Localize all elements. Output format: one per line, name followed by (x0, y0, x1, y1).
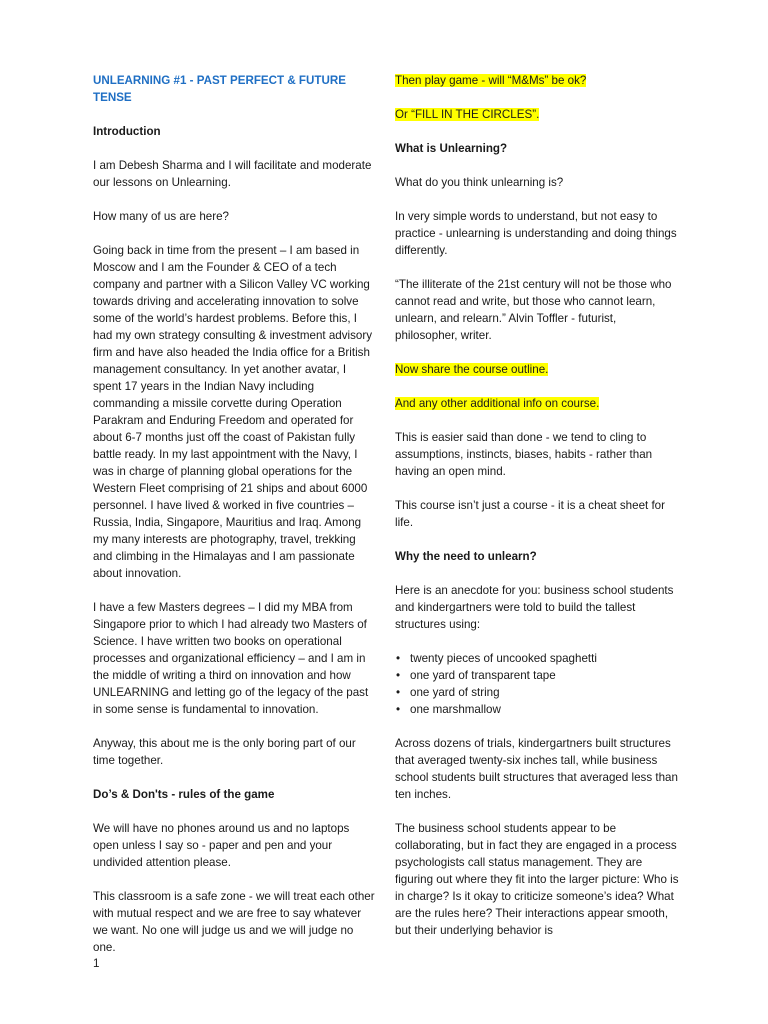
paragraph: This is easier said than done - we tend to cling to assumptions, instincts, biases, habits - rather than having an open mind. (395, 431, 653, 478)
left-column (93, 72, 377, 973)
paragraph: Across dozens of trials, kindergartners built structures that averaged twenty-six inches tall, while business school students built structures that averaged less than ten inches. (395, 737, 678, 801)
highlighted-note (395, 395, 679, 412)
paragraph: What do you think unlearning is? (395, 176, 564, 189)
highlighted-note (395, 72, 679, 89)
paragraph: I have a few Masters degrees – I did my MBA from Singapore prior to which I had already two Masters of Science. I have written two books on operational processes and organizational efficiency – and I am in the middle of writing a third on innovation and how UNLEARNING and letting go of the legacy of the past in some sense is fundamental to innovation. (93, 601, 369, 716)
rules-heading: Do’s & Don'ts - rules of the game (93, 788, 275, 801)
paragraph: We will have no phones around us and no laptops open unless I say so - paper and pen and your undivided attention please. (93, 822, 350, 869)
materials-list (395, 650, 679, 718)
page-number: 1 (93, 957, 100, 970)
paragraph: In very simple words to understand, but not easy to practice - unlearning is understanding and doing things differently. (395, 210, 677, 257)
paragraph: Here is an anecdote for you: business school students and kindergartners were told to build the tallest structures using: (395, 584, 674, 631)
paragraph: This classroom is a safe zone - we will treat each other with mutual respect and we are free to say whatever we want. No one will judge us and we will judge no one. (93, 890, 375, 954)
list-item: • one marshmallow (395, 701, 679, 718)
paragraph: I am Debesh Sharma and I will facilitate and moderate our lessons on Unlearning. (93, 159, 372, 189)
highlighted-note (395, 361, 679, 378)
list-item: • one yard of transparent tape (395, 667, 679, 684)
paragraph: “The illiterate of the 21st century will not be those who cannot read and write, but those who cannot learn, unlearn, and relearn.” Alvin Toffler - futurist, philosopher, writer. (395, 278, 672, 342)
paragraph: Anyway, this about me is the only boring part of our time together. (93, 737, 356, 767)
why-unlearn-heading: Why the need to unlearn? (395, 550, 537, 563)
document-title: UNLEARNING #1 - PAST PERFECT & FUTURE TENSE (93, 74, 346, 104)
list-item: • twenty pieces of uncooked spaghetti (395, 650, 679, 667)
paragraph: This course isn’t just a course - it is a cheat sheet for life. (395, 499, 665, 529)
highlight-text: Or “FILL IN THE CIRCLES”. (395, 108, 540, 121)
list-item: • one yard of string (395, 684, 679, 701)
paragraph: The business school students appear to be collaborating, but in fact they are engaged in a process psychologists call status management. They are figuring out where they fit into the larger picture: Who is in charge? Is it okay to criticize someone’s idea? What are the rules here? Their interactions appear smooth, but their underlying behavior is (395, 822, 679, 937)
paragraph: Going back in time from the present – I am based in Moscow and I am the Founder & CEO of a tech company and partner with a Silicon Valley VC working towards driving and accelerating innovation to solve some of the world’s hardest problems. Before this, I had my own strategy consulting & investment advisory firm and have also headed the India office for a British management consultancy. In yet another avatar, I spent 17 years in the Indian Navy including commanding a missile corvette during Operation Parakram and Enduring Freedom and operated for about 6-7 months just off the coast of Pakistan fully battle ready. In my last appointment with the Navy, I was in charge of planning global operations for the Western Fleet comprising of 21 ships and about 6000 personnel. I have lived & worked in five countries – Russia, India, Singapore, Mauritius and Iraq. Among my many interests are photography, travel, trekking and climbing in the Himalayas and I am passionate about innovation. (93, 244, 373, 580)
what-is-unlearning-heading: What is Unlearning? (395, 142, 508, 155)
highlight-text: Then play game - will “M&Ms” be ok? (395, 74, 587, 87)
highlighted-note (395, 106, 679, 123)
introduction-heading: Introduction (93, 125, 161, 138)
highlight-text: Now share the course outline. (395, 363, 549, 376)
right-column (395, 72, 679, 956)
highlight-text: And any other additional info on course. (395, 397, 600, 410)
paragraph: How many of us are here? (93, 210, 229, 223)
